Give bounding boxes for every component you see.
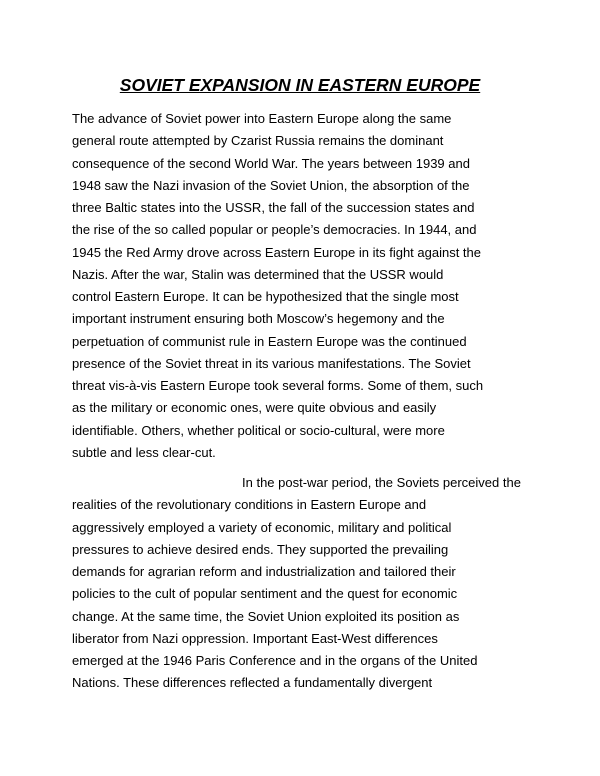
paragraph-1 <box>72 108 483 464</box>
paragraph-2 <box>72 472 521 695</box>
text-line: Nations. These differences reflected a fundamentally divergent <box>72 675 433 691</box>
text-line: In the post-war period, the Soviets perceived the <box>242 475 521 490</box>
text-line: control Eastern Europe. It can be hypothesized that the single most <box>72 289 459 304</box>
text-line: identifiable. Others, whether political or socio-cultural, were more <box>72 422 445 438</box>
text-line: The advance of Soviet power into Eastern Europe along the same <box>72 111 452 126</box>
text-line: emerged at the 1946 Paris Conference and in the organs of the United <box>72 653 478 668</box>
text-line: the rise of the so called popular or people’s democracies. In 1944, and <box>72 222 477 238</box>
text-line: aggressively employed a variety of economic, military and political <box>72 519 452 535</box>
text-line: change. At the same time, the Soviet Union exploited its position as <box>72 608 460 624</box>
text-line: realities of the revolutionary conditions in Eastern Europe and <box>72 497 427 513</box>
text-line: threat vis-à-vis Eastern Europe took several forms. Some of them, such <box>72 378 484 393</box>
text-line: 1945 the Red Army drove across Eastern Europe in its fight against the <box>72 244 482 260</box>
text-line: presence of the Soviet threat in its various manifestations. The Soviet <box>72 355 471 371</box>
text-line: as the military or economic ones, were quite obvious and easily <box>72 400 437 416</box>
text-line: general route attempted by Czarist Russia remains the dominant <box>72 133 444 149</box>
text-line: subtle and less clear-cut. <box>72 444 216 460</box>
text-line: policies to the cult of popular sentiment and the quest for economic <box>72 586 458 602</box>
text-line: liberator from Nazi oppression. Important East-West differences <box>72 630 438 646</box>
text-line: demands for agrarian reform and industrialization and tailored their <box>72 564 456 579</box>
text-line: 1948 saw the Nazi invasion of the Soviet Union, the absorption of the <box>72 177 470 193</box>
document-title: SOVIET EXPANSION IN EASTERN EUROPE <box>119 75 481 95</box>
text-line: important instrument ensuring both Moscow’s hegemony and the <box>72 311 445 327</box>
text-line: three Baltic states into the USSR, the fall of the succession states and <box>72 200 475 215</box>
text-line: Nazis. After the war, Stalin was determined that the USSR would <box>72 266 444 282</box>
text-line: perpetuation of communist rule in Eastern Europe was the continued <box>72 333 467 349</box>
text-line: pressures to achieve desired ends. They supported the prevailing <box>72 541 449 557</box>
text-line: consequence of the second World War. The years between 1939 and <box>72 155 470 171</box>
